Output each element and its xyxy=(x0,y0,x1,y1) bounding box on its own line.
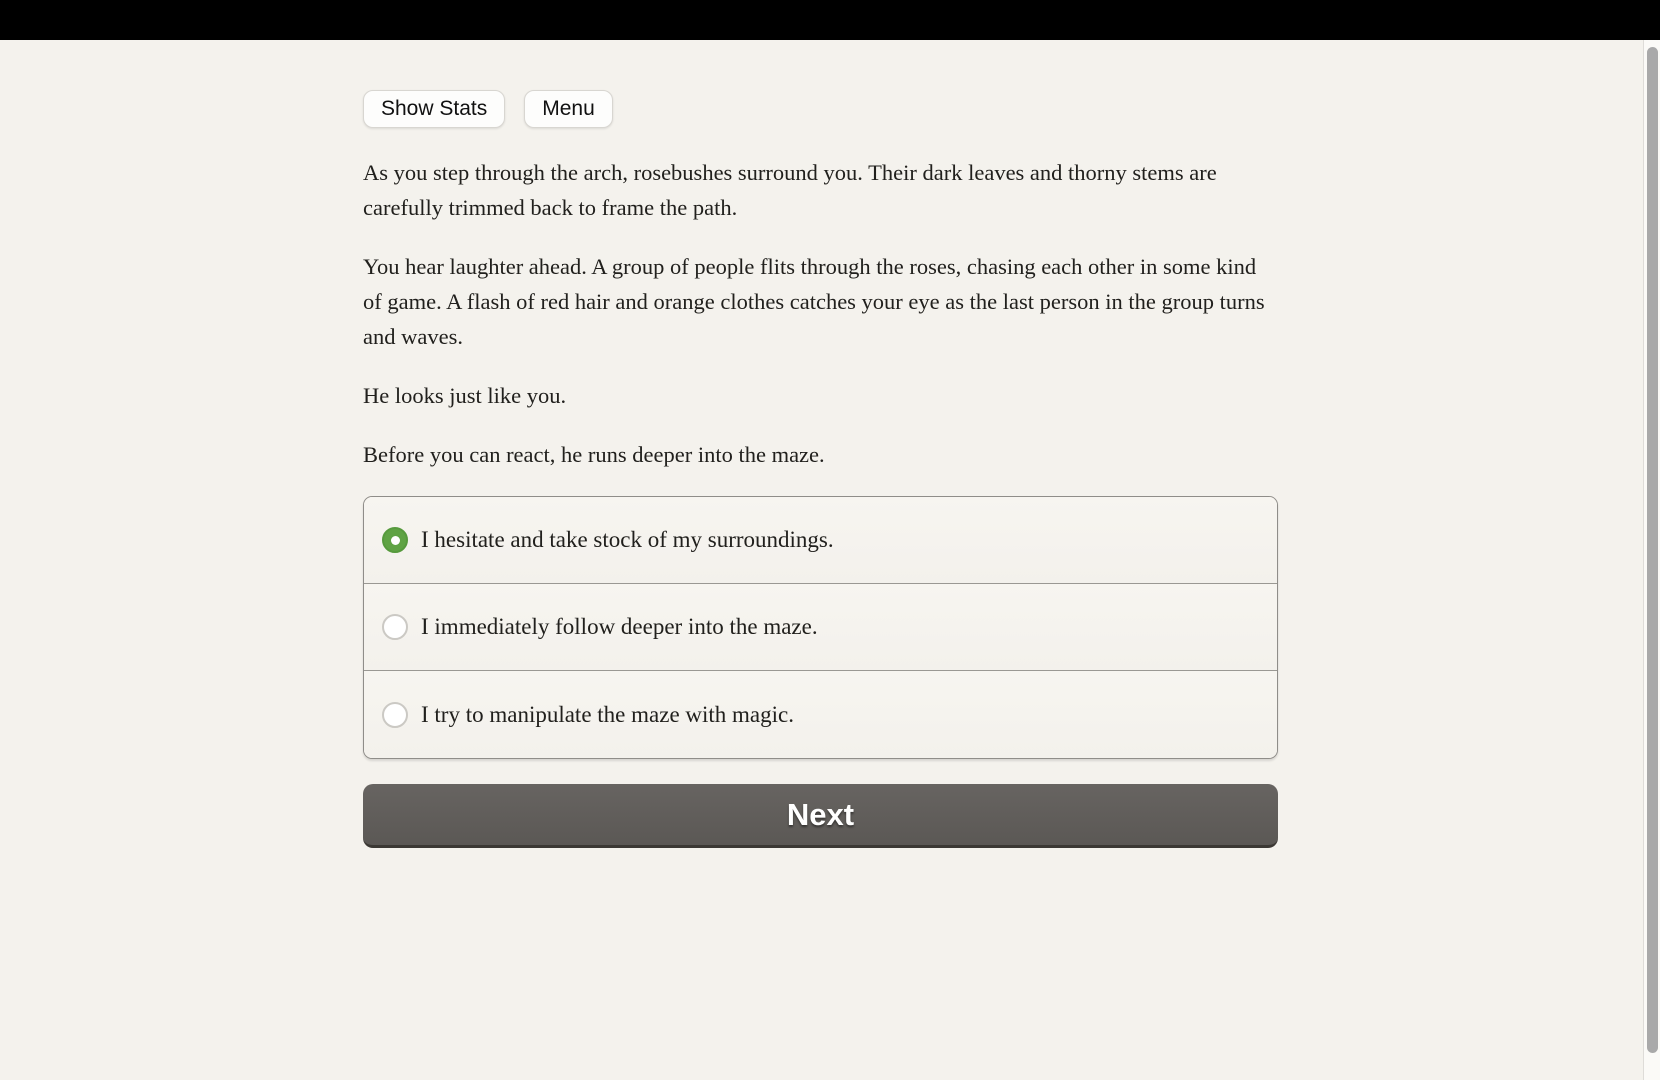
choice-option-label: I hesitate and take stock of my surroundings. xyxy=(421,527,834,552)
radio-button-icon[interactable] xyxy=(382,702,408,728)
choice-option-1[interactable] xyxy=(364,497,1277,584)
story-text xyxy=(363,155,1278,472)
next-button[interactable]: Next xyxy=(363,784,1278,848)
choice-option-3[interactable] xyxy=(364,671,1277,758)
story-paragraph: Before you can react, he runs deeper into the maze. xyxy=(363,442,825,467)
choice-option-2[interactable] xyxy=(364,584,1277,671)
show-stats-button[interactable]: Show Stats xyxy=(363,90,505,128)
story-paragraph: He looks just like you. xyxy=(363,383,567,408)
radio-button-icon[interactable] xyxy=(382,527,408,553)
game-content-column xyxy=(363,40,1278,848)
scrollbar-track[interactable] xyxy=(1643,40,1660,1080)
scrollbar-thumb[interactable] xyxy=(1647,47,1658,1053)
radio-button-icon[interactable] xyxy=(382,614,408,640)
choice-option-label: I try to manipulate the maze with magic. xyxy=(421,701,794,727)
story-paragraph: As you step through the arch, rosebushes surround you. Their dark leaves and thorny stems are carefully trimmed back to frame the path. xyxy=(363,160,1217,220)
toolbar xyxy=(363,90,1278,128)
story-paragraph: You hear laughter ahead. A group of people flits through the roses, chasing each other in some kind of game. A flash of red hair and orange clothes catches your eye as the last person in the group turns and waves. xyxy=(363,254,1265,349)
menu-button[interactable]: Menu xyxy=(524,90,613,128)
choice-option-label: I immediately follow deeper into the maze. xyxy=(421,614,818,639)
top-black-bar xyxy=(0,0,1660,40)
choices-group xyxy=(363,496,1278,759)
